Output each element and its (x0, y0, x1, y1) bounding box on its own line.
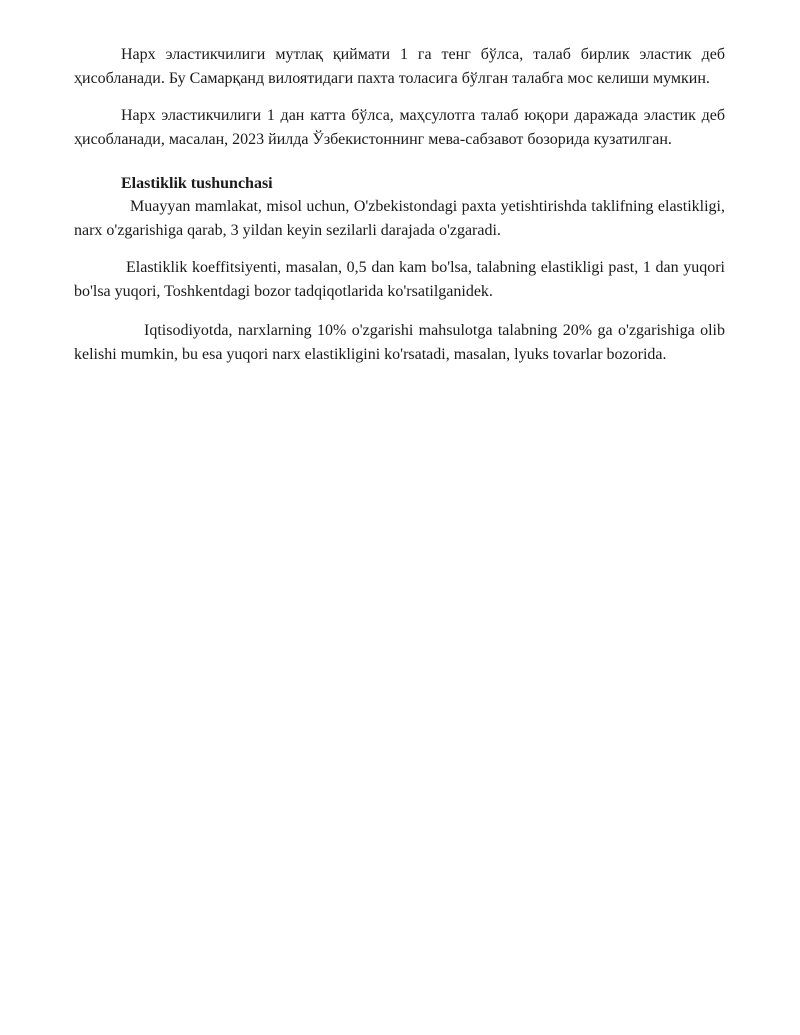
paragraph-unit-elasticity: Нарх эластикчилиги мутлақ қиймати 1 га тенг бўлса, талаб бирлик эластик деб ҳисобланади. Бу Самарқанд вилоятидаги пахта толасига бўлган талабга мос келиши мумкин. (74, 46, 725, 87)
document-body (74, 43, 725, 367)
section-heading: Elastiklik tushunchasi (121, 175, 273, 192)
paragraph-high-elasticity: Нарх эластикчилиги 1 дан катта бўлса, маҳсулотга талаб юқори даражада эластик деб ҳисобланади, масалан, 2023 йилда Ўзбекистоннинг мева-сабзавот бозорида кузатилган. (74, 107, 725, 148)
paragraph-supply-elasticity: Muayyan mamlakat, misol uchun, O'zbekistondagi paxta yetishtirishda taklifning elastikligi, narx o'zgarishiga qarab, 3 yildan keyin sezilarli darajada o'zgaradi. (74, 198, 725, 239)
paragraph-elasticity-coefficient: Elastiklik koeffitsiyenti, masalan, 0,5 dan kam bo'lsa, talabning elastikligi past, 1 dan yuqori bo'lsa yuqori, Toshkentdagi bozor tadqiqotlarida ko'rsatilganidek. (74, 259, 725, 300)
paragraph-price-change-example: Iqtisodiyotda, narxlarning 10% o'zgarishi mahsulotga talabning 20% ga o'zgarishiga olib kelishi mumkin, bu esa yuqori narx elastikligini ko'rsatadi, masalan, lyuks tovarlar bozorida. (74, 322, 725, 363)
